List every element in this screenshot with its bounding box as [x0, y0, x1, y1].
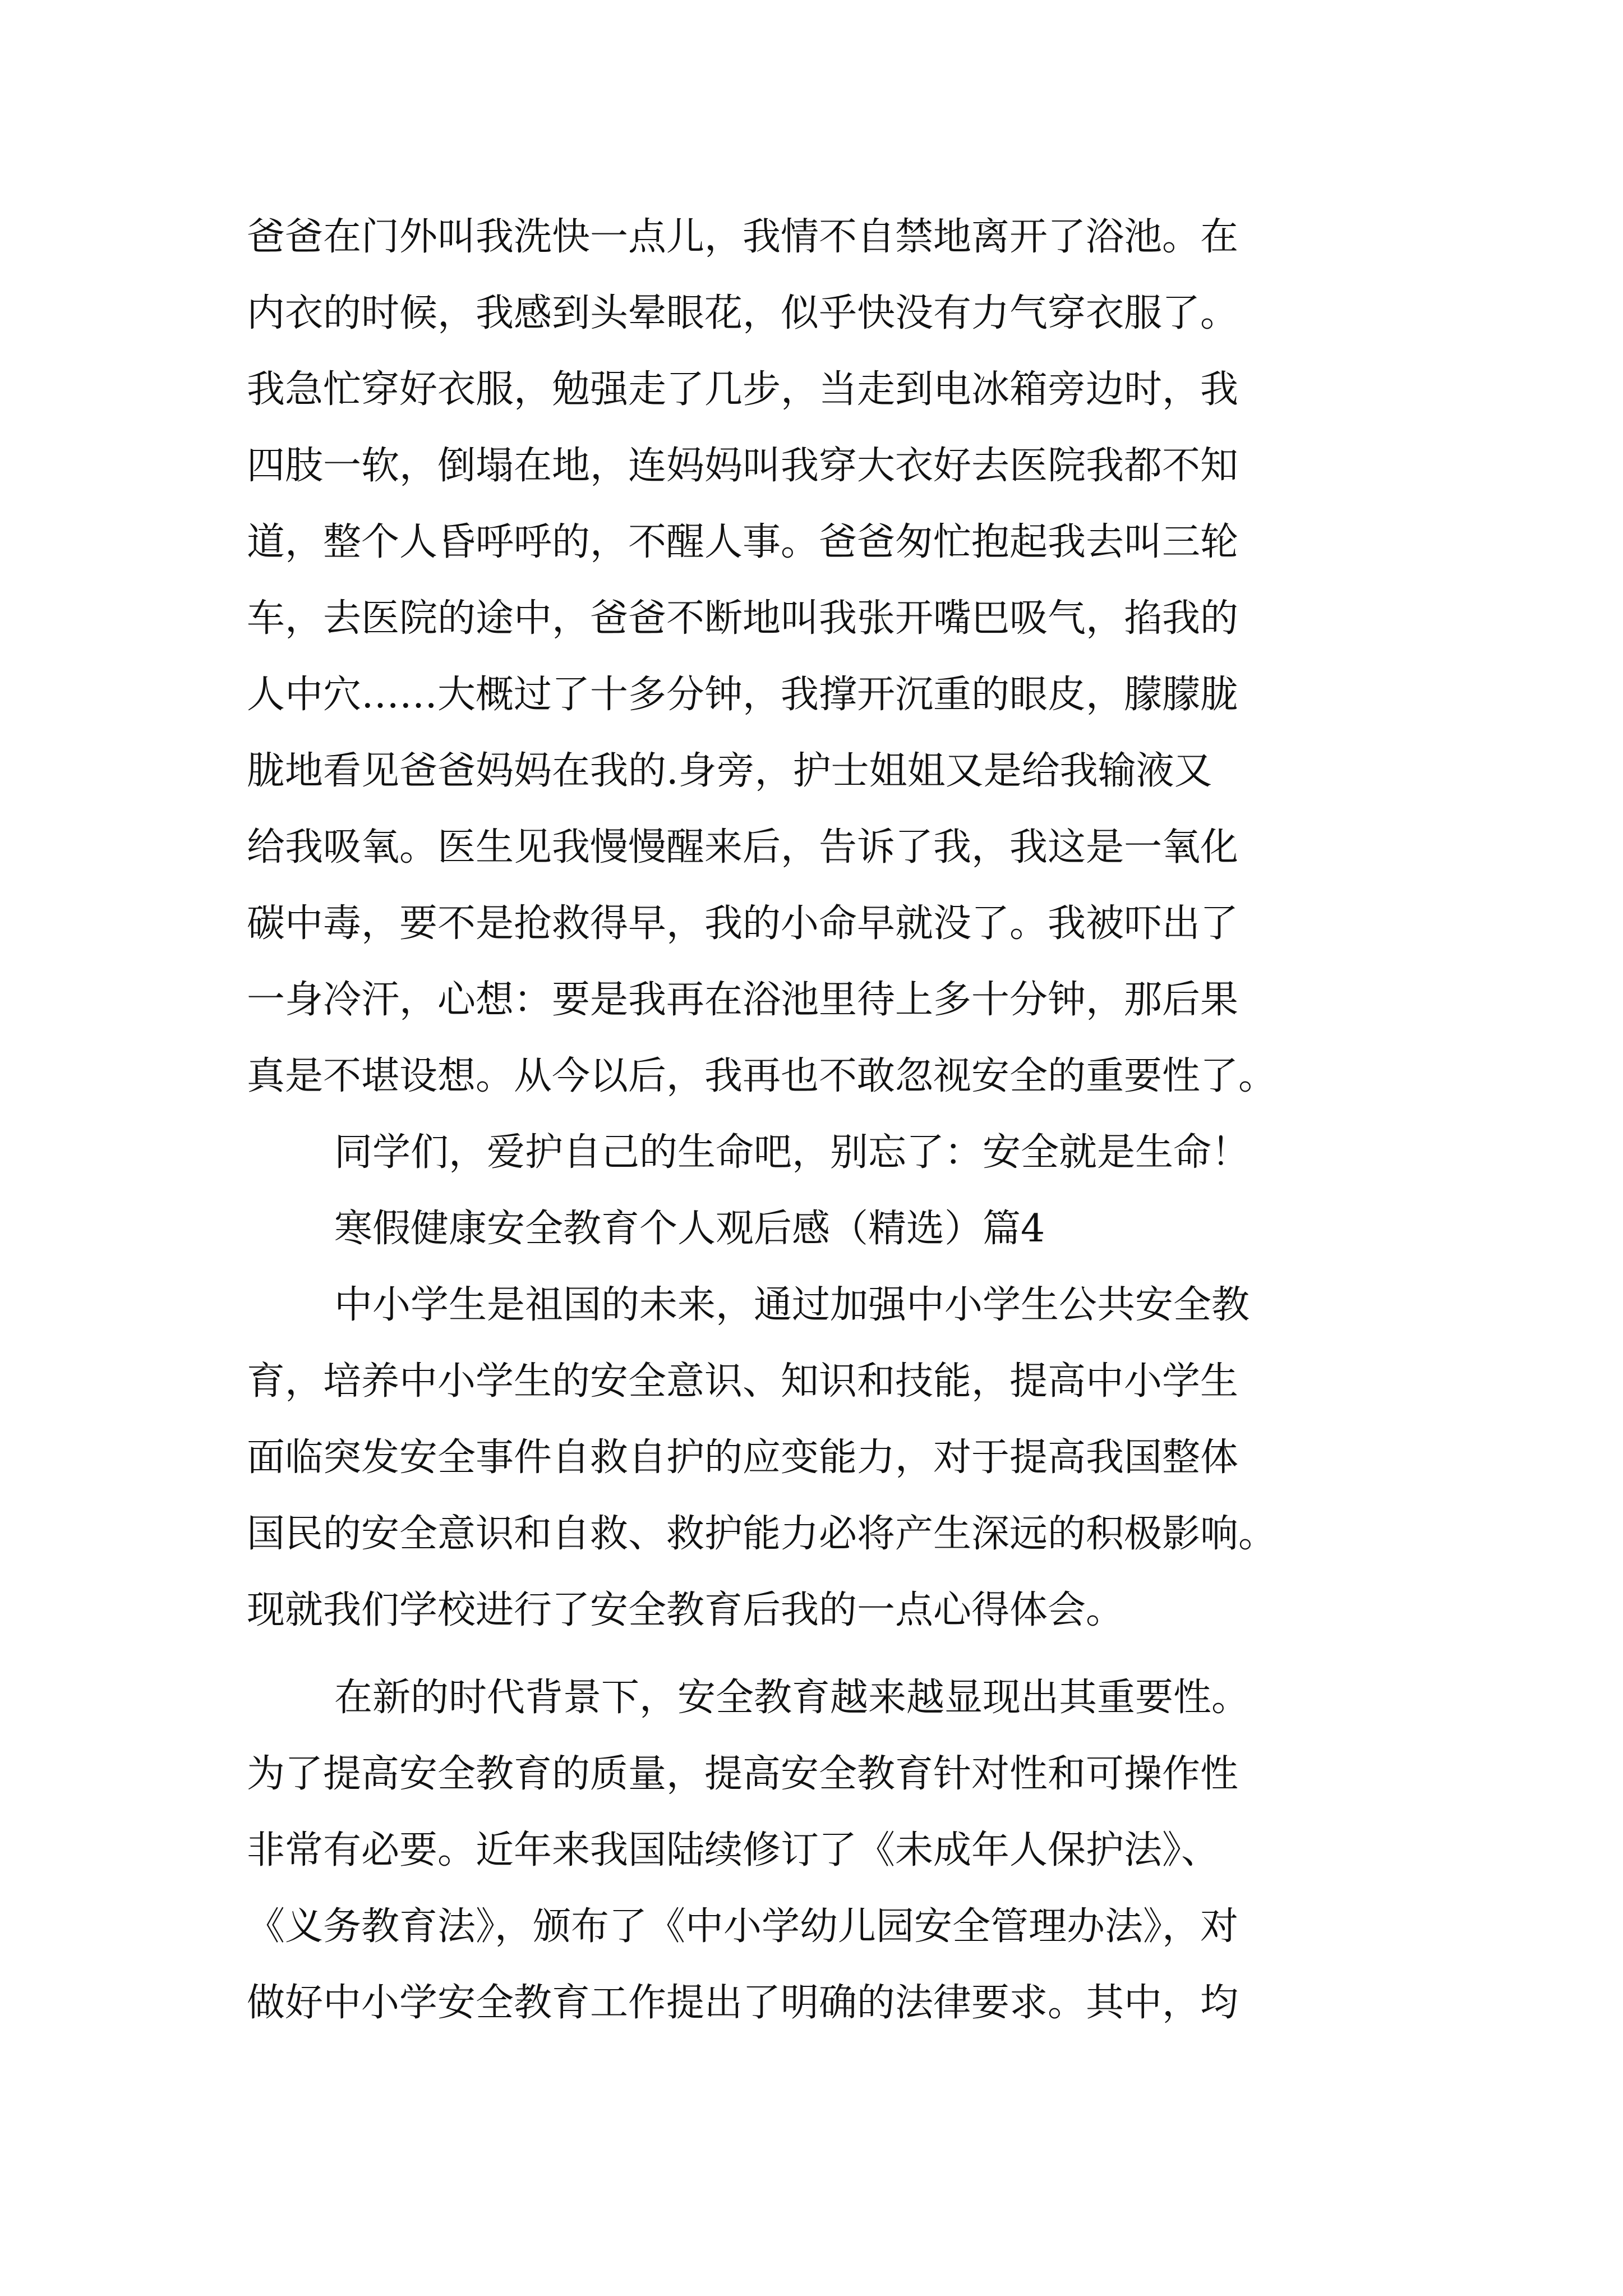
text-line: 内衣的时候，我感到头晕眼花，似乎快没有力气穿衣服了。 — [247, 291, 1239, 335]
text-line: 真是不堪设想。从今以后，我再也不敢忽视安全的重要性了。 — [247, 1054, 1277, 1098]
text-line: 一身冷汗，心想：要是我再在浴池里待上多十分钟，那后果 — [247, 978, 1239, 1022]
paragraph-line: 同学们，爱护自己的生命吧，别忘了：安全就是生命！ — [334, 1130, 1250, 1175]
text-line: 做好中小学安全教育工作提出了明确的法律要求。其中，均 — [247, 1981, 1239, 2025]
text-line: 面临突发安全事件自救自护的应变能力，对于提高我国整体 — [247, 1435, 1239, 1480]
section-heading: 寒假健康安全教育个人观后感（精选）篇4 — [334, 1207, 1045, 1251]
text-line: 我急忙穿好衣服，勉强走了几步，当走到电冰箱旁边时，我 — [247, 367, 1239, 412]
text-line: 碳中毒，要不是抢救得早，我的小命早就没了。我被吓出了 — [247, 901, 1239, 946]
text-line: 现就我们学校进行了安全教育后我的一点心得体会。 — [247, 1588, 1124, 1632]
text-line: 育，培养中小学生的安全意识、知识和技能，提高中小学生 — [247, 1359, 1239, 1404]
text-line: 《义务教育法》，颁布了《中小学幼儿园安全管理办法》，对 — [247, 1904, 1239, 1949]
document-body-text — [247, 199, 1391, 2041]
text-line: 车，去医院的途中，爸爸不断地叫我张开嘴巴吸气，掐我的 — [247, 596, 1239, 641]
text-line: 四肢一软，倒塌在地，连妈妈叫我穿大衣好去医院我都不知 — [247, 444, 1239, 488]
text-line: 非常有必要。近年来我国陆续修订了《未成年人保护法》、 — [247, 1828, 1220, 1872]
text-line: 人中穴……大概过了十多分钟，我撑开沉重的眼皮，朦朦胧 — [247, 673, 1239, 717]
text-line: 道，整个人昏呼呼的，不醒人事。爸爸匆忙抱起我去叫三轮 — [247, 520, 1239, 564]
text-line: 为了提高安全教育的质量，提高安全教育针对性和可操作性 — [247, 1752, 1239, 1796]
text-line: 国民的安全意识和自救、救护能力必将产生深远的积极影响。 — [247, 1512, 1277, 1556]
paragraph-line: 中小学生是祖国的未来，通过加强中小学生公共安全教 — [334, 1283, 1250, 1327]
text-line: 爸爸在门外叫我洗快一点儿，我情不自禁地离开了浴池。在 — [247, 215, 1239, 259]
paragraph-line: 在新的时代背景下，安全教育越来越显现出其重要性。 — [334, 1676, 1250, 1720]
text-line: 胧地看见爸爸妈妈在我的.身旁，护士姐姐又是给我输液又 — [247, 749, 1212, 793]
text-line: 给我吸氧。医生见我慢慢醒来后，告诉了我，我这是一氧化 — [247, 825, 1239, 869]
